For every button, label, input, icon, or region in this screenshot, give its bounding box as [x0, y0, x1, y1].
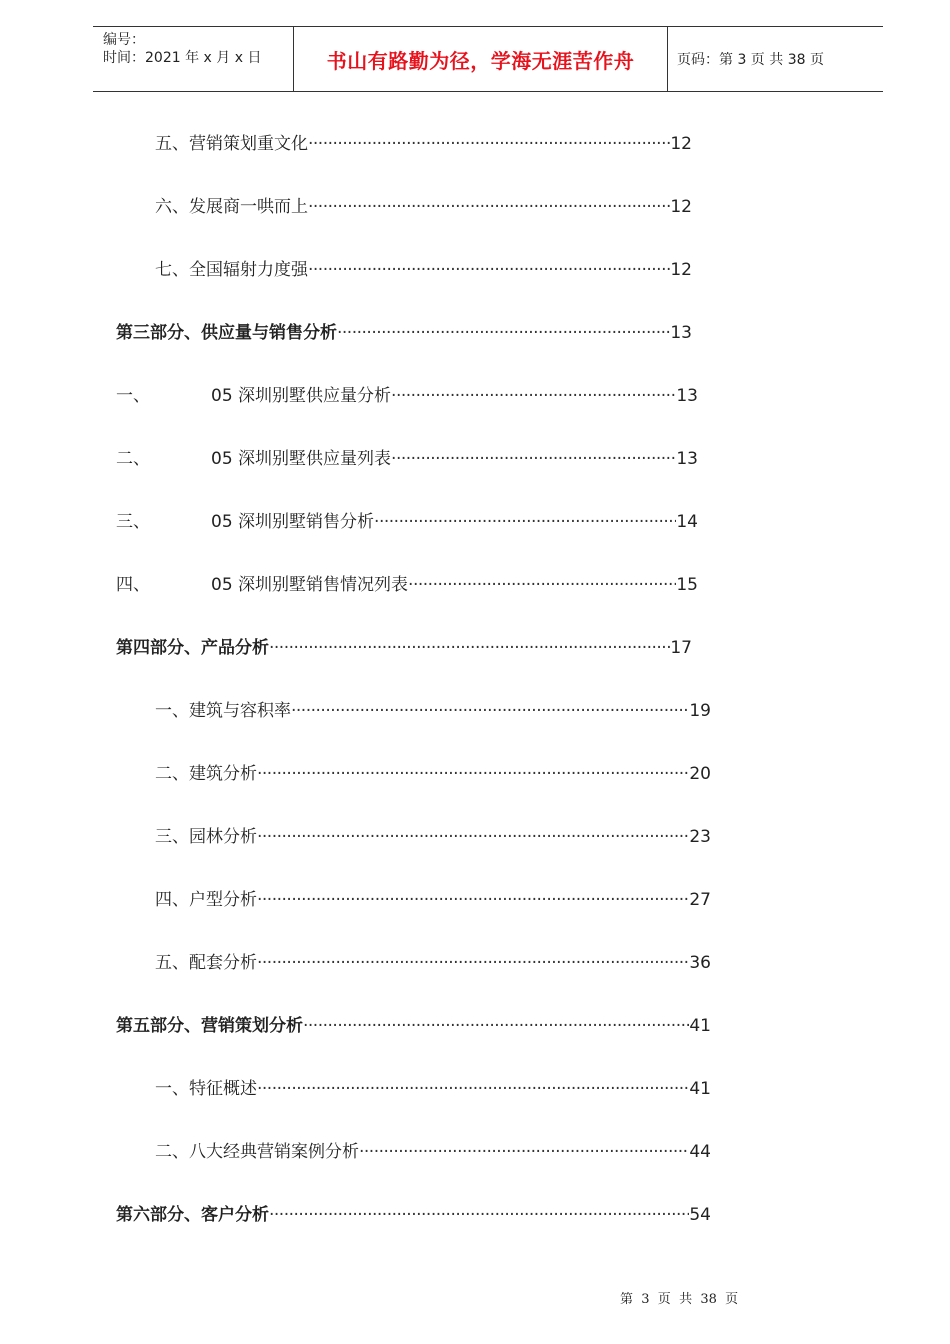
toc-page: 17	[670, 638, 692, 658]
toc-leader	[257, 761, 689, 787]
document-time: 时间：2021 年 x 月 x 日	[103, 50, 262, 66]
toc-title: 第六部分、客户分析	[116, 1205, 269, 1225]
toc-page: 14	[676, 512, 698, 532]
toc-title: 05 深圳别墅供应量分析	[211, 386, 392, 406]
toc-page: 20	[689, 764, 711, 784]
toc-number: 二、	[116, 449, 150, 469]
toc-entry[interactable]	[116, 446, 698, 472]
toc-entry[interactable]	[155, 761, 711, 787]
toc-page: 12	[670, 197, 692, 217]
header-motto: 书山有路勤为径，学海无涯苦作舟	[294, 27, 668, 91]
toc-leader	[291, 698, 689, 724]
toc-title: 第三部分、供应量与销售分析	[116, 323, 337, 343]
toc-page: 13	[676, 449, 698, 469]
toc-page: 44	[689, 1142, 711, 1162]
toc-entry[interactable]	[155, 950, 711, 976]
toc-entry[interactable]	[155, 194, 692, 220]
toc-leader	[359, 1139, 689, 1165]
toc-leader	[257, 887, 689, 913]
toc-title: 五、配套分析	[155, 953, 257, 973]
toc-title: 二、建筑分析	[155, 764, 257, 784]
toc-leader	[408, 572, 676, 598]
toc-title: 三、园林分析	[155, 827, 257, 847]
toc-leader	[374, 509, 676, 535]
toc-leader	[308, 194, 670, 220]
toc-entry[interactable]	[116, 509, 698, 535]
toc-page: 23	[689, 827, 711, 847]
toc-page: 19	[689, 701, 711, 721]
toc-leader	[337, 320, 670, 346]
toc-page: 13	[676, 386, 698, 406]
toc-section[interactable]	[116, 635, 692, 661]
toc-entry[interactable]	[155, 131, 692, 157]
toc-entry[interactable]	[155, 887, 711, 913]
toc-number: 四、	[116, 575, 150, 595]
toc-leader	[257, 1076, 689, 1102]
toc-title: 七、全国辐射力度强	[155, 260, 308, 280]
toc-title: 05 深圳别墅销售分析	[211, 512, 375, 532]
toc-page: 54	[689, 1205, 711, 1225]
toc-title: 一、特征概述	[155, 1079, 257, 1099]
toc-leader	[257, 950, 689, 976]
toc-entry[interactable]	[116, 572, 698, 598]
toc-title: 一、建筑与容积率	[155, 701, 291, 721]
toc-page: 27	[689, 890, 711, 910]
toc-number: 三、	[116, 512, 150, 532]
toc-title: 第五部分、营销策划分析	[116, 1016, 303, 1036]
toc-title: 四、户型分析	[155, 890, 257, 910]
header-page-info: 页码：第 3 页 共 38 页	[677, 52, 824, 68]
toc-leader	[303, 1013, 689, 1039]
document-number-label: 编号：	[103, 32, 145, 48]
toc-title: 五、营销策划重文化	[155, 134, 308, 154]
toc-page: 36	[689, 953, 711, 973]
toc-leader	[269, 1202, 689, 1228]
toc-title: 六、发展商一哄而上	[155, 197, 308, 217]
toc-leader	[269, 635, 670, 661]
toc-leader	[257, 824, 689, 850]
toc-title: 05 深圳别墅销售情况列表	[211, 575, 409, 595]
page-footer: 第 3 页 共 38 页	[620, 1292, 739, 1307]
toc-entry[interactable]	[155, 1076, 711, 1102]
toc-leader	[308, 131, 670, 157]
toc-page: 13	[670, 323, 692, 343]
toc-title: 二、八大经典营销案例分析	[155, 1142, 359, 1162]
toc-entry[interactable]	[116, 383, 698, 409]
header-meta	[93, 27, 294, 91]
toc-page: 12	[670, 260, 692, 280]
toc-page: 41	[689, 1016, 711, 1036]
toc-leader	[391, 446, 676, 472]
toc-section[interactable]	[116, 1202, 711, 1228]
toc-entry[interactable]	[155, 824, 711, 850]
toc-title: 第四部分、产品分析	[116, 638, 269, 658]
toc-page: 41	[689, 1079, 711, 1099]
toc-leader	[308, 257, 670, 283]
page-header	[93, 26, 883, 92]
toc-entry[interactable]	[155, 1139, 711, 1165]
toc-number: 一、	[116, 386, 150, 406]
toc-page: 15	[676, 575, 698, 595]
toc-section[interactable]	[116, 320, 692, 346]
toc-title: 05 深圳别墅供应量列表	[211, 449, 392, 469]
toc-leader	[391, 383, 676, 409]
toc-entry[interactable]	[155, 698, 711, 724]
toc-entry[interactable]	[155, 257, 692, 283]
toc-page: 12	[670, 134, 692, 154]
toc-section[interactable]	[116, 1013, 711, 1039]
